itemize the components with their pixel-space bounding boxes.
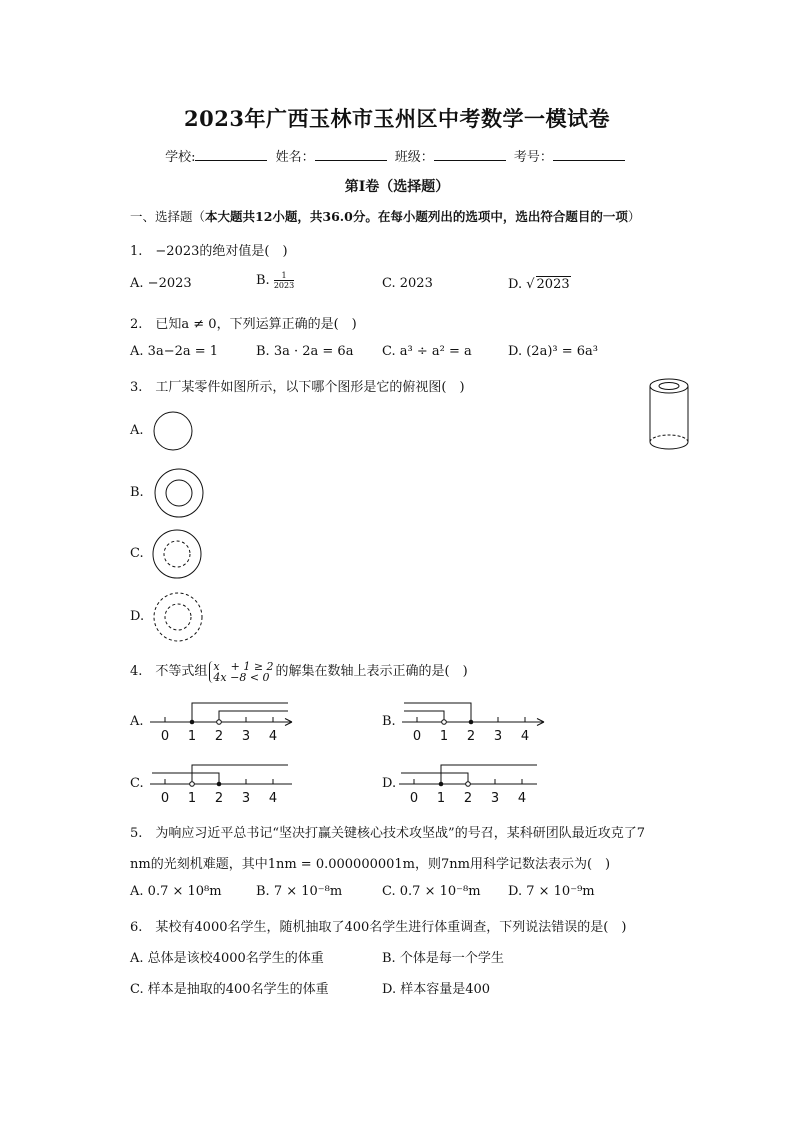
question-5-stem-line-1: 5. 为响应习近平总书记“坚决打赢关键核心技术攻坚战”的号召，某科研团队最近攻克了7 xyxy=(130,826,645,841)
tick-label: 0 xyxy=(412,729,422,744)
tick-label: 0 xyxy=(160,729,170,744)
q5-option-a[interactable] xyxy=(130,884,222,899)
question-6-stem: 6. 某校有4000名学生，随机抽取了400名学生进行体重调查，下列说法错误的是( ) xyxy=(130,920,627,935)
outer-solid-circle xyxy=(153,530,201,578)
outer-solid-circle xyxy=(155,469,203,517)
q4-d-number-line xyxy=(399,762,549,808)
range-bracket-2 xyxy=(401,773,468,784)
option-letter: D. xyxy=(382,776,397,791)
tick-label: 2 xyxy=(466,729,476,744)
inequality-system xyxy=(209,661,273,683)
inequality-2: 4x −8 < 0 xyxy=(213,670,270,684)
volume-heading: 第Ⅰ卷（选择题） xyxy=(344,179,450,195)
filled-point xyxy=(469,720,474,725)
stem-prefix: 4. 不等式组 xyxy=(130,664,208,679)
q6-option-b[interactable] xyxy=(382,947,504,966)
open-point xyxy=(217,720,222,725)
tick-label: 4 xyxy=(517,791,527,806)
option-letter: C. xyxy=(382,884,396,899)
option-letter: B. xyxy=(382,714,396,729)
tick-label: 3 xyxy=(241,729,251,744)
class-label: 班级： xyxy=(394,150,434,165)
question-3-stem: 3. 工厂某零件如图所示，以下哪个图形是它的俯视图( ) xyxy=(130,380,465,395)
option-letter: A. xyxy=(130,276,144,291)
q3-option-b[interactable] xyxy=(130,485,144,500)
q5-option-d[interactable] xyxy=(508,884,595,899)
section-heading xyxy=(130,207,640,225)
tick-label: 4 xyxy=(268,729,278,744)
section-head: 一、选择题（ xyxy=(130,209,206,224)
radicand: 2023 xyxy=(536,277,570,292)
tick-label: 4 xyxy=(520,729,530,744)
option-letter: C. xyxy=(382,276,396,291)
range-bracket-1 xyxy=(192,765,288,784)
range-bracket-2 xyxy=(152,773,219,784)
exam-number-blank[interactable] xyxy=(553,148,625,161)
fraction-denominator: 2023 xyxy=(273,281,295,290)
q2-option-d[interactable] xyxy=(508,344,598,359)
q1-option-d[interactable] xyxy=(508,276,571,292)
cylinder-bottom-back xyxy=(650,435,688,442)
option-text: 样本容量是400 xyxy=(400,982,491,997)
q3-c-figure xyxy=(152,529,206,583)
filled-point xyxy=(439,782,444,787)
q5-option-c[interactable] xyxy=(382,884,481,899)
option-letter: B. xyxy=(256,884,270,899)
tick-label: 3 xyxy=(241,791,251,806)
q3-a-figure xyxy=(152,410,194,452)
range-bracket-1 xyxy=(441,765,537,784)
question-5-stem-line-2: nm的光刻机难题，其中1nm = 0.000000001m，则7nm用科学记数法表示为( ) xyxy=(130,857,611,872)
q3-option-a[interactable] xyxy=(130,423,144,438)
question-4-stem xyxy=(130,660,468,683)
range-bracket-1 xyxy=(404,703,471,722)
inequality-1: x + 1 ≥ 2 xyxy=(213,659,274,673)
section-tail: ） xyxy=(627,209,641,224)
option-letter: B. xyxy=(256,273,270,288)
class-blank[interactable] xyxy=(434,148,506,161)
q6-option-a[interactable] xyxy=(130,947,324,966)
range-bracket-1 xyxy=(192,703,288,722)
option-letter: A. xyxy=(130,714,144,729)
option-letter: D. xyxy=(508,344,523,359)
cylinder-part-figure xyxy=(648,376,696,458)
q4-b-number-line xyxy=(402,700,552,746)
option-text: 2023 xyxy=(399,276,433,291)
option-text: 总体是该校4000名学生的体重 xyxy=(147,951,324,966)
option-text: 3a · 2a = 6a xyxy=(273,344,354,359)
student-info-line xyxy=(0,146,794,165)
q5-option-b[interactable] xyxy=(256,884,342,899)
option-letter: A. xyxy=(130,951,144,966)
tick-label: 3 xyxy=(493,729,503,744)
q2-option-b[interactable] xyxy=(256,344,353,359)
q1-option-a[interactable] xyxy=(130,276,192,291)
q4-option-b[interactable] xyxy=(382,714,396,729)
option-letter: A. xyxy=(130,884,144,899)
option-text: 样本是抽取的400名学生的体重 xyxy=(147,982,329,997)
q3-option-c[interactable] xyxy=(130,546,144,561)
tick-label: 1 xyxy=(436,791,446,806)
tick-label: 1 xyxy=(187,729,197,744)
filled-point xyxy=(190,720,195,725)
name-blank[interactable] xyxy=(315,148,387,161)
cylinder-top-outer xyxy=(650,379,688,393)
outer-dashed-circle xyxy=(154,593,202,641)
option-letter: C. xyxy=(130,982,144,997)
option-text: a³ ÷ a² = a xyxy=(399,344,472,359)
tick-label: 4 xyxy=(268,791,278,806)
name-label: 姓名： xyxy=(275,150,315,165)
tick-label: 1 xyxy=(439,729,449,744)
open-point xyxy=(466,782,471,787)
q3-option-d[interactable] xyxy=(130,609,144,624)
option-text: 7 × 10⁻⁹m xyxy=(526,884,595,899)
tick-label: 0 xyxy=(409,791,419,806)
q6-option-c[interactable] xyxy=(130,978,329,997)
exam-title: 2023年广西玉林市玉州区中考数学一模试卷 xyxy=(184,106,610,131)
range-bracket-2 xyxy=(404,711,444,722)
option-text: (2a)³ = 6a³ xyxy=(526,344,599,359)
fraction xyxy=(274,271,294,290)
inner-dashed-circle xyxy=(165,604,191,630)
option-letter: C. xyxy=(130,546,144,561)
q4-c-number-line xyxy=(150,762,300,808)
tick-label: 3 xyxy=(490,791,500,806)
cylinder-bottom-front xyxy=(650,442,688,449)
option-text: 0.7 × 10⁻⁸m xyxy=(399,884,481,899)
option-letter: D. xyxy=(508,884,523,899)
inner-solid-circle xyxy=(166,480,192,506)
sqrt-icon: √ xyxy=(526,277,535,292)
inner-dashed-circle xyxy=(164,541,190,567)
school-label: 学校: xyxy=(165,150,196,165)
q2-option-c[interactable] xyxy=(382,344,472,359)
range-bracket-2 xyxy=(219,711,288,722)
q2-option-a[interactable] xyxy=(130,344,218,359)
q3-d-figure xyxy=(152,592,206,646)
exam-number-label: 考号： xyxy=(513,150,553,165)
option-letter: D. xyxy=(508,277,523,292)
option-letter: D. xyxy=(130,609,145,624)
q3-b-figure xyxy=(152,468,206,522)
filled-point xyxy=(217,782,222,787)
option-text: 3a−2a = 1 xyxy=(147,344,219,359)
option-text: −2023 xyxy=(147,276,192,291)
tick-label: 2 xyxy=(214,791,224,806)
question-2-stem: 2. 已知a ≠ 0，下列运算正确的是( ) xyxy=(130,317,357,332)
option-letter: C. xyxy=(382,344,396,359)
option-letter: C. xyxy=(130,776,144,791)
option-text: 7 × 10⁻⁸m xyxy=(273,884,343,899)
solid-circle xyxy=(154,412,192,450)
option-text: 个体是每一个学生 xyxy=(399,951,504,966)
option-letter: B. xyxy=(382,951,396,966)
q1-option-b[interactable] xyxy=(256,271,294,290)
cylinder-top-inner xyxy=(659,383,679,390)
q4-a-number-line xyxy=(150,700,300,746)
q4-option-d[interactable] xyxy=(382,776,396,791)
fraction-numerator: 1 xyxy=(274,271,294,281)
open-point xyxy=(442,720,447,725)
section-instructions: 本大题共12小题，共36.0分。在每小题列出的选项中，选出符合题目的一项 xyxy=(205,209,628,224)
option-letter: B. xyxy=(256,344,270,359)
tick-label: 1 xyxy=(187,791,197,806)
school-blank[interactable] xyxy=(195,148,267,161)
tick-label: 0 xyxy=(160,791,170,806)
option-letter: A. xyxy=(130,344,144,359)
q1-option-c[interactable] xyxy=(382,276,433,291)
q6-option-d[interactable] xyxy=(382,978,490,997)
option-letter: D. xyxy=(382,982,397,997)
q4-option-a[interactable] xyxy=(130,714,144,729)
option-letter: A. xyxy=(130,423,144,438)
open-point xyxy=(190,782,195,787)
option-letter: B. xyxy=(130,485,144,500)
option-text: 0.7 × 10⁸m xyxy=(147,884,222,899)
stem-suffix: 的解集在数轴上表示正确的是( ) xyxy=(275,664,468,679)
tick-label: 2 xyxy=(463,791,473,806)
question-1-stem: 1. −2023的绝对值是( ) xyxy=(130,244,288,259)
q4-option-c[interactable] xyxy=(130,776,144,791)
tick-label: 2 xyxy=(214,729,224,744)
